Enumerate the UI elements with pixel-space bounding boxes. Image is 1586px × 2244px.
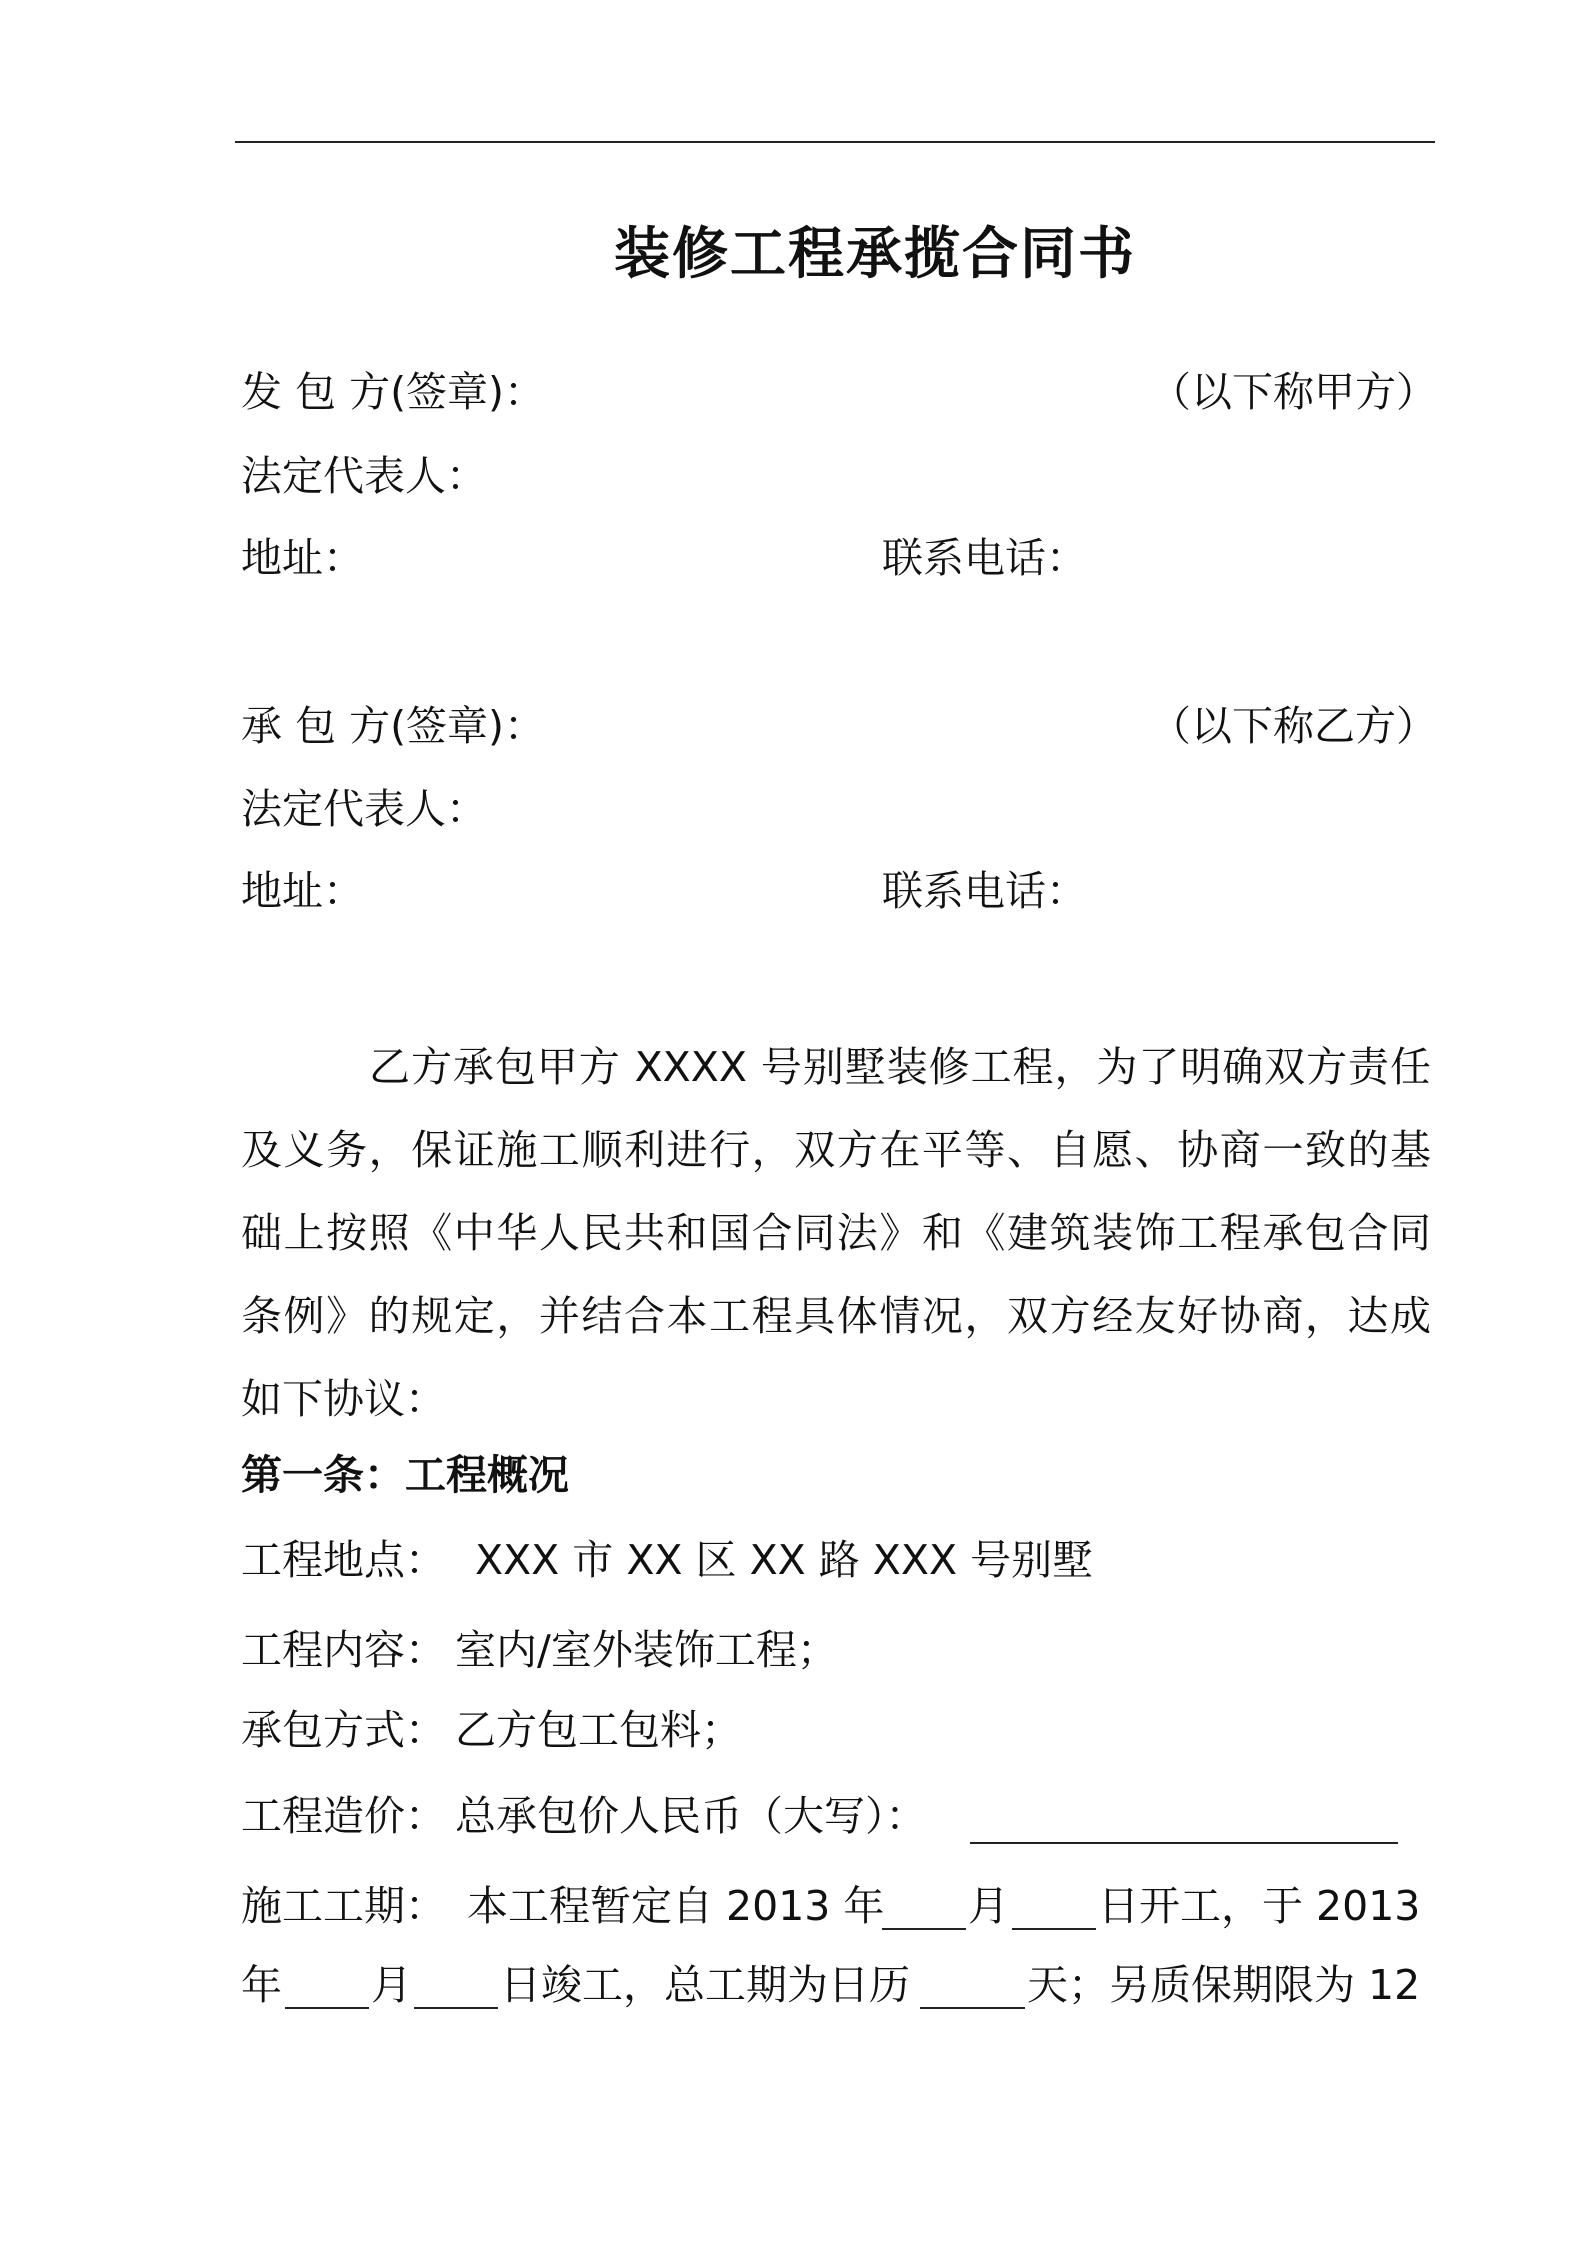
- party-a-rep-label: 法定代表人：: [241, 452, 487, 500]
- period-text-1: 本工程暂定自 2013 年: [467, 1882, 885, 1930]
- period-days-blank: [920, 2007, 1025, 2009]
- period-day-2-blank: [414, 2007, 498, 2009]
- location-label: 工程地点：: [241, 1536, 446, 1584]
- location-value: XXX 市 XX 区 XX 路 XXX 号别墅: [475, 1536, 1094, 1584]
- period-label: 施工工期：: [241, 1882, 446, 1930]
- period-month-2: 月: [371, 1961, 412, 2009]
- period-day-2: 日竣工，总工期为日历: [500, 1961, 910, 2009]
- document-title: 装修工程承揽合同书: [614, 222, 1136, 287]
- party-b-label: 承 包 方(签章)：: [241, 702, 546, 750]
- intro-line-3: 础上按照《中华人民共和国合同法》和《建筑装饰工程承包合同: [241, 1209, 1431, 1257]
- mode-label: 承包方式：: [241, 1706, 446, 1754]
- intro-line-1: 乙方承包甲方 XXXX 号别墅装修工程，为了明确双方责任: [369, 1043, 1431, 1091]
- intro-line-5: 如下协议：: [241, 1375, 446, 1423]
- period-month-2-blank: [285, 2007, 369, 2009]
- content-value: 室内/室外装饰工程；: [455, 1626, 838, 1674]
- party-a-note: （以下称甲方）: [1150, 368, 1437, 416]
- period-day-1-blank: [1012, 1928, 1096, 1930]
- mode-value: 乙方包工包料；: [455, 1706, 742, 1754]
- cost-value: 总承包价人民币（大写）：: [455, 1792, 927, 1840]
- party-b-phone-label: 联系电话：: [882, 867, 1087, 915]
- period-month-1: 月: [968, 1882, 1009, 1930]
- header-rule: [235, 141, 1435, 143]
- intro-line-2: 及义务，保证施工顺利进行，双方在平等、自愿、协商一致的基: [241, 1126, 1431, 1174]
- period-year-2: 年: [241, 1961, 282, 2009]
- party-a-phone-label: 联系电话：: [882, 534, 1087, 582]
- period-month-1-blank: [882, 1928, 966, 1930]
- article-1-heading: 第一条：工程概况: [241, 1451, 569, 1499]
- party-b-note: （以下称乙方）: [1150, 702, 1437, 750]
- party-a-label: 发 包 方(签章)：: [241, 368, 546, 416]
- cost-blank: [970, 1842, 1398, 1844]
- party-a-address-label: 地址：: [241, 534, 364, 582]
- period-days: 天；另质保期限为 12: [1027, 1961, 1421, 2009]
- cost-label: 工程造价：: [241, 1792, 446, 1840]
- period-day-1: 日开工，于 2013: [1098, 1882, 1421, 1930]
- content-label: 工程内容：: [241, 1626, 446, 1674]
- party-b-address-label: 地址：: [241, 867, 364, 915]
- intro-paragraph: [241, 1042, 1431, 1457]
- party-b-rep-label: 法定代表人：: [241, 785, 487, 833]
- intro-line-4: 条例》的规定，并结合本工程具体情况，双方经友好协商，达成: [241, 1292, 1431, 1340]
